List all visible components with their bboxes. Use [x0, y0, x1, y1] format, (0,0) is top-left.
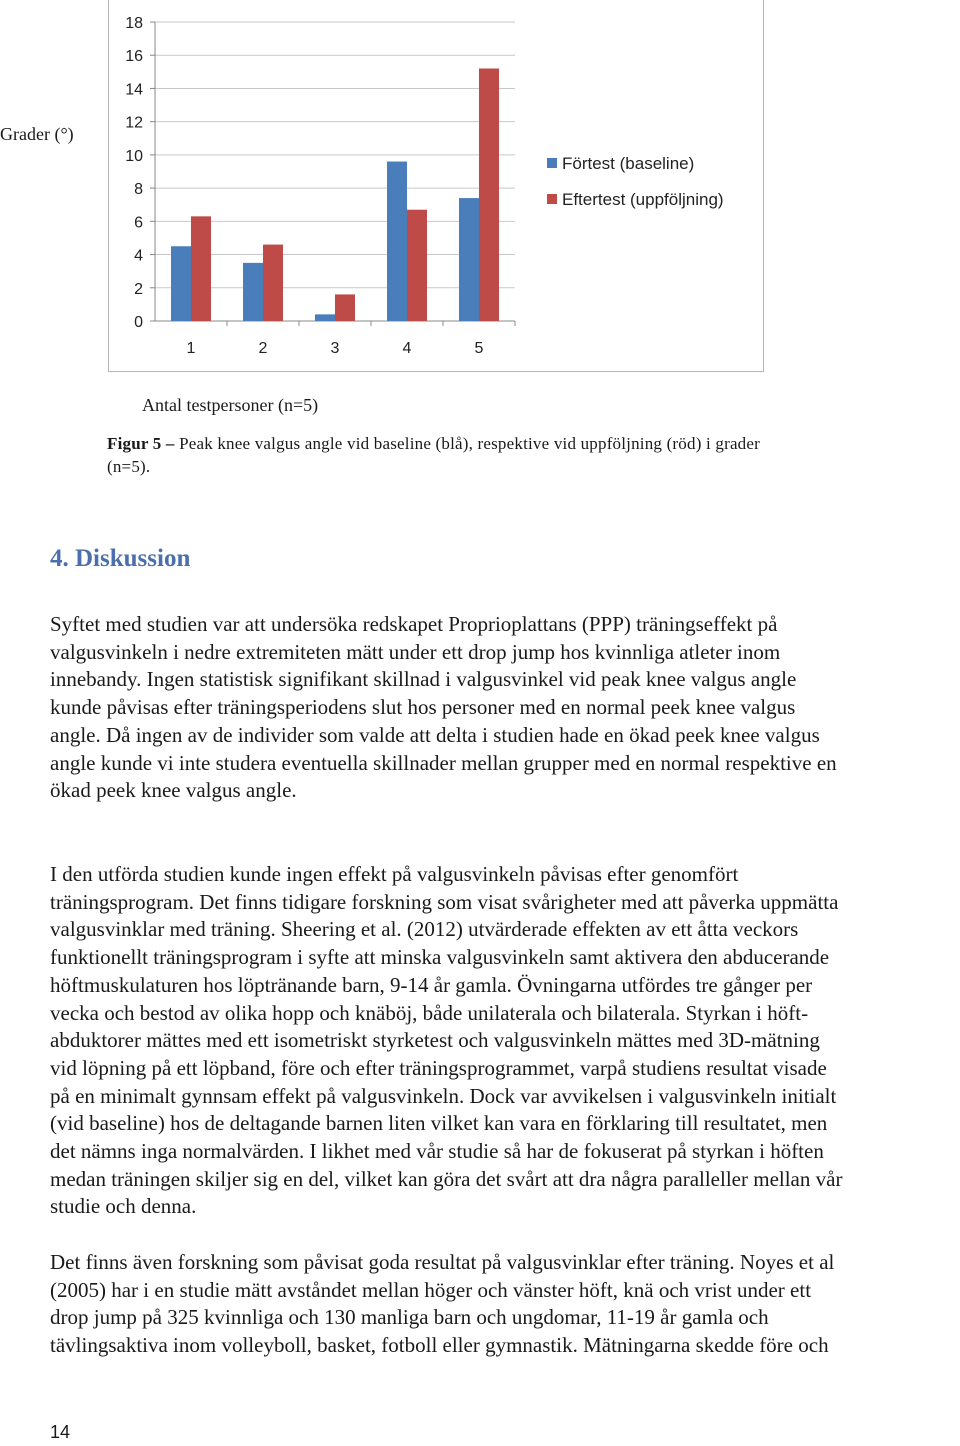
legend-swatch [547, 194, 557, 204]
y-tick-label: 10 [125, 147, 143, 165]
x-axis-caption: Antal testpersoner (n=5) [142, 395, 319, 415]
y-axis-side-label: Grader (°) [0, 124, 74, 144]
figure-caption-label: Figur 5 – [107, 434, 180, 453]
bar-baseline-1 [171, 246, 191, 321]
y-tick-label: 18 [125, 15, 143, 32]
legend-swatch [547, 158, 557, 168]
bar-followup-5 [479, 69, 499, 321]
bar-baseline-4 [387, 162, 407, 321]
bar-baseline-2 [243, 263, 263, 321]
x-tick-label: 5 [474, 340, 484, 357]
figure-caption-text: Peak knee valgus angle vid baseline (blå), respektive vid uppföljning (röd) i grader (n=5). [107, 434, 760, 476]
y-tick-label: 0 [134, 314, 143, 331]
y-tick-label: 8 [134, 181, 143, 199]
bar-chart [109, 0, 765, 372]
bar-followup-2 [263, 245, 283, 321]
legend-label: Eftertest (uppföljning) [562, 190, 724, 209]
x-tick-label: 1 [186, 340, 196, 357]
y-tick-label: 4 [134, 247, 143, 265]
y-tick-label: 16 [125, 48, 143, 66]
x-tick-label: 2 [258, 340, 268, 357]
figure-caption [107, 432, 767, 478]
y-tick-label: 2 [134, 280, 143, 298]
bar-followup-3 [335, 294, 355, 321]
bar-baseline-5 [459, 198, 479, 321]
paragraph-3: Det finns även forskning som påvisat goda resultat på valgusvinklar efter träning. Noyes et al (2005) har i en studie mätt avståndet mellan höger och vänster höft, knä och vrist under ett drop jump på 325 kvinnliga och 130 manliga barn och ungdomar, 11-19 år gamla och tävlingsaktiva inom volleyboll, basket, fotboll eller gymnastik. Mätningarna skedde före och [50, 1250, 835, 1358]
bar-followup-1 [191, 216, 211, 321]
chart-frame [108, 0, 764, 372]
y-tick-label: 14 [125, 81, 143, 99]
x-tick-label: 3 [330, 340, 340, 357]
section-heading: 4. Diskussion [50, 545, 191, 572]
y-tick-label: 6 [134, 214, 143, 232]
y-tick-label: 12 [125, 114, 143, 132]
legend-label: Förtest (baseline) [562, 154, 695, 173]
paragraph-1: Syftet med studien var att undersöka redskapet Proprioplattans (PPP) träningseffekt på valgusvinkeln i nedre extremiteten mätt under ett drop jump hos kvinnliga atleter inom innebandy. Ingen statistisk signifikant skillnad i valgusvinkel vid peak knee valgus angle kunde påvisas efter träningsperiodens slut hos personer med en normal peek knee valgus angle. Då ingen av de individer som valde att delta i studien hade en ökad peek knee valgus angle kunde vi inte studera eventuella skillnader mellan grupper med en normal respektive en ökad peek knee valgus angle. [50, 612, 837, 803]
paragraph-2: I den utförda studien kunde ingen effekt på valgusvinkeln påvisas efter genomfört träningsprogram. Det finns tidigare forskning som visat svårigheter med att påverka uppmätta valgusvinklar med träning. Sheering et al. (2012) utvärderade effekten av ett åtta veckors funktionellt träningsprogram i syfte att minska valgusvinkeln samt aktivera den abducerande höftmuskulaturen hos löptränande barn, 9-14 år gamla. Övningarna utfördes tre gånger per vecka och bestod av olika hopp och knäböj, både unilaterala och bilaterala. Styrkan i höft- abduktorer mättes med ett isometriskt styrketest och valgusvinkeln mättes med 3D-mätning vid löpning på ett löpband, före och efter träningsprogrammet, varpå studiens resultat visade på en minimalt gynnsam effekt på valgusvinkeln. Dock var avvikelsen i valgusvinkeln initialt (vid baseline) hos de deltagande barnen liten vilket kan vara en förklaring till resultatet, men det nämns inga normalvärden. I likhet med vår studie så har de fokuserat på styrkan i höften medan träningen skiljer sig en del, vilket kan göra det svårt att dra några paralleller mellan vår studie och denna. [50, 862, 843, 1219]
bar-baseline-3 [315, 314, 335, 321]
bar-followup-4 [407, 210, 427, 321]
x-tick-label: 4 [402, 340, 412, 357]
page-number: 14 [50, 1422, 71, 1442]
